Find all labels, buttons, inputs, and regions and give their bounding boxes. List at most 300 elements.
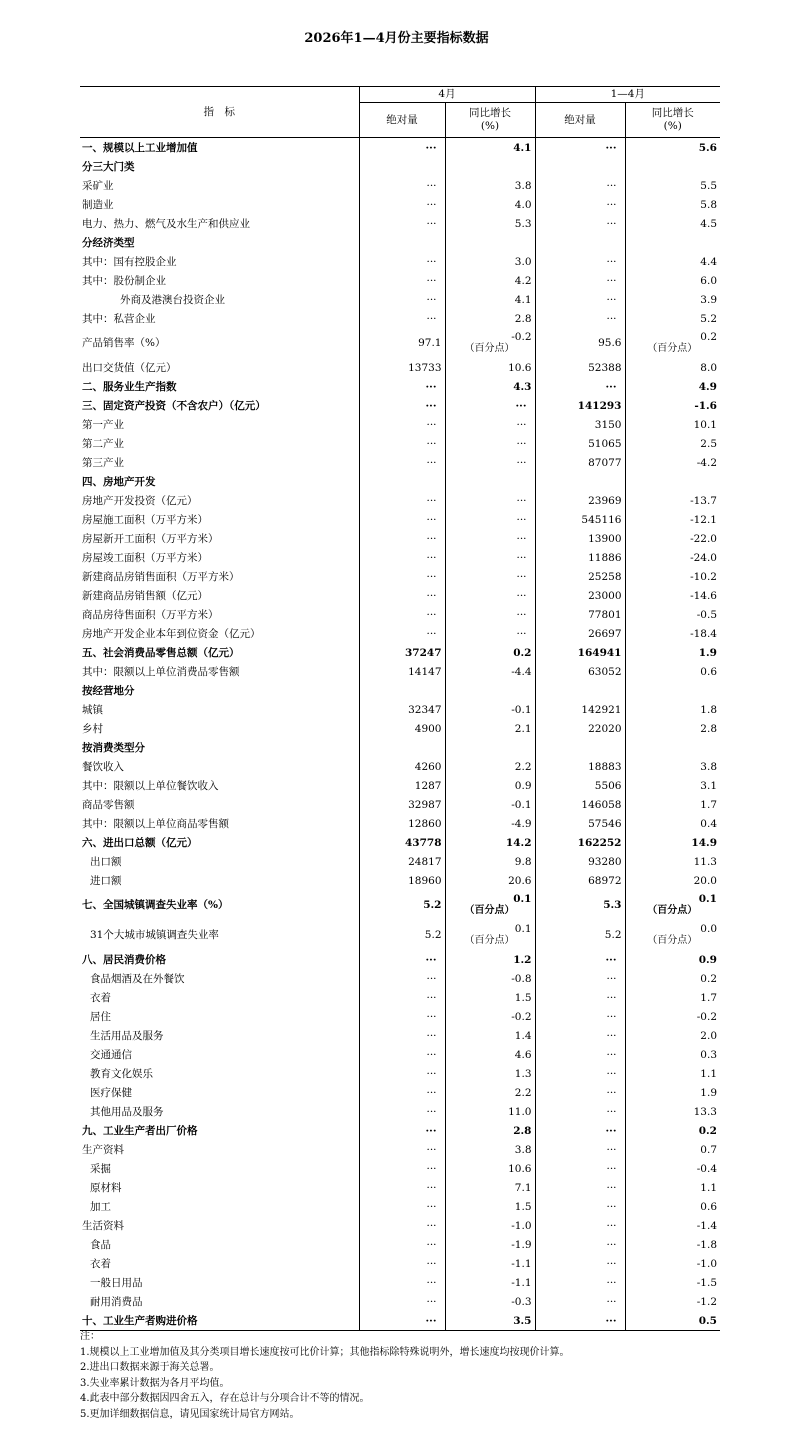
header-april: 4月: [359, 87, 535, 103]
janapr-abs-cell: ···: [535, 1083, 625, 1102]
indicator-name: 房屋施工面积（万平方米）: [80, 510, 359, 529]
footnotes: [80, 1329, 740, 1422]
april-yoy-cell: [445, 738, 535, 757]
april-abs-cell: ···: [359, 491, 445, 510]
janapr-yoy-cell: -12.1: [690, 513, 717, 526]
april-yoy-cell: 2.1: [445, 719, 535, 738]
janapr-abs-cell: 95.6: [535, 328, 625, 358]
janapr-abs-cell: ···: [535, 1178, 625, 1197]
indicator-name: 五、社会消费品零售总额（亿元）: [80, 643, 359, 662]
janapr-yoy-cell: 1.7: [700, 798, 717, 811]
april-yoy-cell: -1.1: [445, 1273, 535, 1292]
table-row: [80, 176, 720, 195]
janapr-abs-cell: ···: [535, 271, 625, 290]
april-yoy-cell: 4.1: [445, 290, 535, 309]
table-row: [80, 795, 720, 814]
janapr-abs-cell: ···: [535, 1026, 625, 1045]
header-indicator: 指 标: [80, 87, 359, 138]
table-row: [80, 415, 720, 434]
april-yoy-cell: ···: [445, 624, 535, 643]
april-abs-cell: ···: [359, 969, 445, 988]
indicator-name: 房地产开发投资（亿元）: [80, 491, 359, 510]
table-row: [80, 1159, 720, 1178]
april-abs-cell: ···: [359, 1159, 445, 1178]
april-yoy-cell: 0.1 （百分点）: [445, 920, 535, 950]
indicator-table: [80, 86, 720, 1331]
janapr-yoy-cell: 0.1 （百分点）: [647, 893, 717, 916]
table-row: [80, 1273, 720, 1292]
april-yoy-cell: -1.9: [445, 1235, 535, 1254]
april-yoy-cell: -0.2: [445, 1007, 535, 1026]
indicator-name: 其中：限额以上单位消费品零售额: [80, 662, 359, 681]
table-row: [80, 833, 720, 852]
april-abs-cell: ···: [359, 529, 445, 548]
april-yoy-cell: 4.1: [445, 138, 535, 158]
indicator-name: 七、全国城镇调查失业率（%）: [80, 890, 359, 920]
footnote-line: 2.进出口数据来源于海关总署。: [80, 1362, 220, 1373]
janapr-yoy-cell: 5.6: [698, 141, 717, 154]
janapr-abs-cell: 52388: [535, 358, 625, 377]
table-row: [80, 358, 720, 377]
footnote-line: 5.更加详细数据信息，请见国家统计局官方网站。: [80, 1408, 300, 1420]
april-abs-cell: ···: [359, 214, 445, 233]
janapr-yoy-cell: 0.5: [625, 1311, 720, 1331]
janapr-yoy-cell: 5.5: [700, 179, 717, 192]
april-abs-cell: ···: [359, 1045, 445, 1064]
april-abs-cell: 43778: [359, 833, 445, 852]
table-row: [80, 309, 720, 328]
april-yoy-cell: ···: [445, 491, 535, 510]
indicator-name: 采掘: [80, 1159, 359, 1178]
janapr-abs-cell: 146058: [535, 795, 625, 814]
april-abs-cell: ···: [359, 567, 445, 586]
janapr-abs-cell: 162252: [535, 833, 625, 852]
april-yoy-cell: 11.0: [445, 1102, 535, 1121]
table-row: [80, 548, 720, 567]
indicator-name: 电力、热力、燃气及水生产和供应业: [80, 214, 359, 233]
indicator-name: 乡村: [80, 719, 359, 738]
table-row: [80, 214, 720, 233]
janapr-yoy-cell: 1.7: [700, 991, 717, 1004]
april-abs-cell: ···: [359, 1140, 445, 1159]
april-abs-cell: ···: [359, 271, 445, 290]
table-row: [80, 1254, 720, 1273]
table-row: [80, 377, 720, 396]
table-row: [80, 1178, 720, 1197]
janapr-yoy-cell: -1.0: [696, 1257, 717, 1270]
janapr-abs-cell: 141293: [535, 396, 625, 415]
janapr-yoy-cell: 4.9: [698, 380, 717, 393]
table-row: [80, 491, 720, 510]
april-yoy-cell: -4.9: [445, 814, 535, 833]
indicator-name: 采矿业: [80, 176, 359, 195]
table-row: [80, 871, 720, 890]
april-abs-cell: ···: [359, 415, 445, 434]
april-abs-cell: ···: [359, 195, 445, 214]
janapr-yoy-cell: 3.9: [700, 293, 717, 306]
table-row: [80, 271, 720, 290]
table-row: [80, 643, 720, 662]
april-abs-cell: ···: [359, 1292, 445, 1311]
april-yoy-cell: 4.0: [445, 195, 535, 214]
header-janapr-abs: 绝对量: [535, 103, 625, 138]
indicator-name: 居住: [80, 1007, 359, 1026]
janapr-yoy-cell: 0.9: [698, 953, 717, 966]
april-yoy-cell: [445, 157, 535, 176]
april-abs-cell: ···: [359, 1064, 445, 1083]
table-row: [80, 1026, 720, 1045]
janapr-abs-cell: ···: [535, 176, 625, 195]
april-abs-cell: 18960: [359, 871, 445, 890]
april-yoy-cell: 4.2: [445, 271, 535, 290]
indicator-name: 其他用品及服务: [80, 1102, 359, 1121]
april-abs-cell: ···: [359, 605, 445, 624]
janapr-yoy-cell: 0.4: [700, 817, 717, 830]
april-abs-cell: ···: [359, 548, 445, 567]
janapr-yoy-cell: -0.4: [696, 1162, 717, 1175]
april-yoy-cell: 5.3: [445, 214, 535, 233]
april-yoy-cell: ···: [445, 567, 535, 586]
april-abs-cell: ···: [359, 138, 445, 158]
april-yoy-cell: ···: [445, 586, 535, 605]
table-row: [80, 814, 720, 833]
header-april-abs: 绝对量: [359, 103, 445, 138]
indicator-name: 按经营地分: [80, 681, 359, 700]
april-yoy-cell: -1.1: [445, 1254, 535, 1273]
janapr-yoy-cell: 0.3: [700, 1048, 717, 1061]
april-yoy-cell: 10.6: [445, 1159, 535, 1178]
janapr-yoy-cell: 1.9: [700, 1086, 717, 1099]
janapr-yoy-cell: 0.6: [700, 665, 717, 678]
table-row: [80, 719, 720, 738]
april-abs-cell: ···: [359, 290, 445, 309]
janapr-yoy-cell: 0.6: [700, 1200, 717, 1213]
janapr-yoy-cell: 2.5: [700, 437, 717, 450]
april-yoy-cell: 4.3: [445, 377, 535, 396]
table-body: [80, 138, 720, 1331]
april-abs-cell: [359, 738, 445, 757]
indicator-name: 其中：限额以上单位商品零售额: [80, 814, 359, 833]
table-row: [80, 328, 720, 358]
indicator-name: 其中：限额以上单位餐饮收入: [80, 776, 359, 795]
janapr-yoy-cell: 3.8: [700, 760, 717, 773]
april-abs-cell: ···: [359, 1235, 445, 1254]
april-yoy-cell: -4.4: [445, 662, 535, 681]
page-title: 2026年1—4月份主要指标数据: [304, 31, 489, 46]
janapr-yoy-cell: -14.6: [690, 589, 717, 602]
janapr-abs-cell: 142921: [535, 700, 625, 719]
janapr-abs-cell: [535, 233, 625, 252]
april-yoy-cell: 4.6: [445, 1045, 535, 1064]
table-row: [80, 950, 720, 969]
indicator-name: 加工: [80, 1197, 359, 1216]
janapr-abs-cell: 77801: [535, 605, 625, 624]
table-row: [80, 1311, 720, 1331]
indicator-name: 按消费类型分: [80, 738, 359, 757]
april-yoy-cell: ···: [445, 415, 535, 434]
janapr-yoy-cell: -22.0: [690, 532, 717, 545]
april-abs-cell: ···: [359, 1197, 445, 1216]
table-row: [80, 1045, 720, 1064]
janapr-abs-cell: 11886: [535, 548, 625, 567]
table-row: [80, 738, 720, 757]
janapr-abs-cell: ···: [535, 1311, 625, 1331]
table-row: [80, 605, 720, 624]
table-row: [80, 988, 720, 1007]
table-row: [80, 681, 720, 700]
janapr-abs-cell: 25258: [535, 567, 625, 586]
janapr-abs-cell: ···: [535, 988, 625, 1007]
janapr-yoy-cell: -1.8: [696, 1238, 717, 1251]
april-abs-cell: ···: [359, 586, 445, 605]
janapr-yoy-cell: 0.7: [700, 1143, 717, 1156]
april-abs-cell: [359, 681, 445, 700]
april-yoy-cell: -0.8: [445, 969, 535, 988]
janapr-abs-cell: 63052: [535, 662, 625, 681]
janapr-yoy-cell: -10.2: [690, 570, 717, 583]
april-abs-cell: ···: [359, 1083, 445, 1102]
janapr-yoy-cell: 0.0 （百分点）: [647, 923, 717, 946]
janapr-abs-cell: [535, 681, 625, 700]
indicator-name: 食品烟酒及在外餐饮: [80, 969, 359, 988]
janapr-abs-cell: 23969: [535, 491, 625, 510]
april-yoy-cell: ···: [445, 510, 535, 529]
janapr-abs-cell: ···: [535, 1292, 625, 1311]
footnote-line: 4.此表中部分数据因四舍五入，存在总计与分项合计不等的情况。: [80, 1393, 370, 1404]
april-abs-cell: ···: [359, 1178, 445, 1197]
table-row: [80, 1140, 720, 1159]
janapr-abs-cell: ···: [535, 214, 625, 233]
april-abs-cell: ···: [359, 1216, 445, 1235]
table-row: [80, 1235, 720, 1254]
janapr-abs-cell: 26697: [535, 624, 625, 643]
table-row: [80, 567, 720, 586]
april-yoy-cell: -0.1: [445, 795, 535, 814]
april-yoy-cell: 3.5: [445, 1311, 535, 1331]
april-abs-cell: ···: [359, 1311, 445, 1331]
janapr-abs-cell: [535, 472, 625, 491]
header-janapr-yoy: 同比增长 (%): [625, 103, 720, 138]
janapr-abs-cell: ···: [535, 309, 625, 328]
april-yoy-cell: 3.8: [445, 1140, 535, 1159]
table-row: [80, 1083, 720, 1102]
janapr-abs-cell: ···: [535, 1007, 625, 1026]
table-row: [80, 920, 720, 950]
janapr-abs-cell: [535, 738, 625, 757]
table-row: [80, 1216, 720, 1235]
janapr-yoy-cell: -4.2: [696, 456, 717, 469]
janapr-yoy-cell: 20.0: [693, 874, 717, 887]
janapr-abs-cell: [535, 157, 625, 176]
janapr-yoy-cell: [625, 472, 720, 491]
april-abs-cell: ···: [359, 176, 445, 195]
april-yoy-cell: ···: [445, 605, 535, 624]
april-yoy-cell: 2.2: [445, 757, 535, 776]
indicator-name: 二、服务业生产指数: [80, 377, 359, 396]
april-abs-cell: 12860: [359, 814, 445, 833]
april-yoy-cell: ···: [445, 453, 535, 472]
indicator-name: 第三产业: [80, 453, 359, 472]
janapr-yoy-cell: 4.4: [700, 255, 717, 268]
table-row: [80, 1064, 720, 1083]
april-abs-cell: 24817: [359, 852, 445, 871]
janapr-yoy-cell: 0.2: [698, 1124, 717, 1137]
indicator-name: 房地产开发企业本年到位资金（亿元）: [80, 624, 359, 643]
april-abs-cell: ···: [359, 988, 445, 1007]
indicator-name: 出口额: [80, 852, 359, 871]
april-yoy-cell: 0.1 （百分点）: [445, 890, 535, 920]
janapr-yoy-cell: -18.4: [690, 627, 717, 640]
janapr-yoy-cell: 1.1: [700, 1067, 717, 1080]
janapr-yoy-cell: 3.1: [700, 779, 717, 792]
janapr-abs-cell: ···: [535, 950, 625, 969]
indicator-name: 食品: [80, 1235, 359, 1254]
april-abs-cell: ···: [359, 434, 445, 453]
indicator-name: 一般日用品: [80, 1273, 359, 1292]
indicator-name: 衣着: [80, 1254, 359, 1273]
indicator-name: 房屋新开工面积（万平方米）: [80, 529, 359, 548]
janapr-yoy-cell: 1.1: [700, 1181, 717, 1194]
april-abs-cell: 5.2: [359, 920, 445, 950]
april-yoy-cell: [445, 233, 535, 252]
indicator-name: 其中：国有控股企业: [80, 252, 359, 271]
indicator-name: 生活用品及服务: [80, 1026, 359, 1045]
janapr-abs-cell: 51065: [535, 434, 625, 453]
janapr-yoy-cell: 2.8: [700, 722, 717, 735]
indicator-name: 原材料: [80, 1178, 359, 1197]
april-yoy-cell: 2.2: [445, 1083, 535, 1102]
april-abs-cell: ···: [359, 377, 445, 396]
indicator-name: 新建商品房销售面积（万平方米）: [80, 567, 359, 586]
april-abs-cell: ···: [359, 453, 445, 472]
janapr-yoy-cell: -0.2: [696, 1010, 717, 1023]
janapr-abs-cell: 23000: [535, 586, 625, 605]
april-abs-cell: ···: [359, 950, 445, 969]
april-abs-cell: 1287: [359, 776, 445, 795]
janapr-abs-cell: ···: [535, 1102, 625, 1121]
janapr-yoy-cell: 5.2: [700, 312, 717, 325]
janapr-abs-cell: 87077: [535, 453, 625, 472]
table-row: [80, 472, 720, 491]
april-abs-cell: [359, 233, 445, 252]
header-april-yoy: 同比增长 (%): [445, 103, 535, 138]
april-yoy-cell: ···: [445, 529, 535, 548]
april-abs-cell: ···: [359, 1102, 445, 1121]
janapr-abs-cell: ···: [535, 1159, 625, 1178]
indicator-name: 第二产业: [80, 434, 359, 453]
janapr-abs-cell: 5.2: [535, 920, 625, 950]
table-row: [80, 510, 720, 529]
janapr-yoy-cell: -24.0: [690, 551, 717, 564]
table-row: [80, 1007, 720, 1026]
indicator-name: 31个大城市城镇调查失业率: [80, 920, 359, 950]
table-row: [80, 396, 720, 415]
april-abs-cell: 32347: [359, 700, 445, 719]
april-abs-cell: ···: [359, 309, 445, 328]
janapr-yoy-cell: [625, 738, 720, 757]
janapr-abs-cell: ···: [535, 377, 625, 396]
april-yoy-cell: -1.0: [445, 1216, 535, 1235]
table-row: [80, 138, 720, 158]
janapr-abs-cell: ···: [535, 1140, 625, 1159]
table-row: [80, 1292, 720, 1311]
janapr-yoy-cell: -1.6: [694, 399, 717, 412]
table-row: [80, 157, 720, 176]
janapr-abs-cell: 5506: [535, 776, 625, 795]
april-yoy-cell: -0.2 （百分点）: [445, 328, 535, 358]
janapr-abs-cell: ···: [535, 1254, 625, 1273]
janapr-abs-cell: 164941: [535, 643, 625, 662]
april-abs-cell: ···: [359, 624, 445, 643]
janapr-yoy-cell: -1.5: [696, 1276, 717, 1289]
april-yoy-cell: 7.1: [445, 1178, 535, 1197]
indicator-name: 产品销售率（%）: [80, 328, 359, 358]
april-yoy-cell: -0.3: [445, 1292, 535, 1311]
april-yoy-cell: 1.5: [445, 988, 535, 1007]
april-abs-cell: 5.2: [359, 890, 445, 920]
janapr-abs-cell: ···: [535, 252, 625, 271]
footnote-line: 注：: [80, 1331, 100, 1342]
april-abs-cell: ···: [359, 510, 445, 529]
april-abs-cell: 13733: [359, 358, 445, 377]
april-yoy-cell: [445, 681, 535, 700]
indicator-name: 教育文化娱乐: [80, 1064, 359, 1083]
indicator-name: 生活资料: [80, 1216, 359, 1235]
april-abs-cell: ···: [359, 1026, 445, 1045]
april-yoy-cell: 20.6: [445, 871, 535, 890]
april-abs-cell: ···: [359, 252, 445, 271]
april-yoy-cell: 2.8: [445, 309, 535, 328]
janapr-abs-cell: ···: [535, 1121, 625, 1140]
indicator-name: 医疗保健: [80, 1083, 359, 1102]
indicator-name: 交通通信: [80, 1045, 359, 1064]
janapr-yoy-cell: 11.3: [693, 855, 717, 868]
april-yoy-cell: ···: [445, 548, 535, 567]
april-abs-cell: 37247: [359, 643, 445, 662]
table-row: [80, 662, 720, 681]
indicator-name: 分三大门类: [80, 157, 359, 176]
indicator-name: 新建商品房销售额（亿元）: [80, 586, 359, 605]
april-abs-cell: 14147: [359, 662, 445, 681]
april-yoy-cell: 3.8: [445, 176, 535, 195]
table-row: [80, 290, 720, 309]
indicator-name: 第一产业: [80, 415, 359, 434]
table-row: [80, 453, 720, 472]
janapr-abs-cell: 3150: [535, 415, 625, 434]
indicator-name: 衣着: [80, 988, 359, 1007]
janapr-abs-cell: ···: [535, 1273, 625, 1292]
indicator-name: 外商及港澳台投资企业: [80, 290, 359, 309]
janapr-yoy-cell: 13.3: [693, 1105, 717, 1118]
table-row: [80, 757, 720, 776]
april-yoy-cell: ···: [445, 434, 535, 453]
indicator-name: 商品零售额: [80, 795, 359, 814]
janapr-yoy-cell: 8.0: [700, 361, 717, 374]
april-yoy-cell: 2.8: [445, 1121, 535, 1140]
janapr-yoy-cell: [625, 157, 720, 176]
april-yoy-cell: 3.0: [445, 252, 535, 271]
table-row: [80, 233, 720, 252]
janapr-yoy-cell: -0.5: [696, 608, 717, 621]
janapr-abs-cell: ···: [535, 1216, 625, 1235]
janapr-abs-cell: 57546: [535, 814, 625, 833]
april-yoy-cell: 9.8: [445, 852, 535, 871]
indicator-name: 九、工业生产者出厂价格: [80, 1121, 359, 1140]
janapr-yoy-cell: 14.9: [691, 836, 717, 849]
indicator-name: 生产资料: [80, 1140, 359, 1159]
janapr-yoy-cell: 5.8: [700, 198, 717, 211]
indicator-name: 耐用消费品: [80, 1292, 359, 1311]
